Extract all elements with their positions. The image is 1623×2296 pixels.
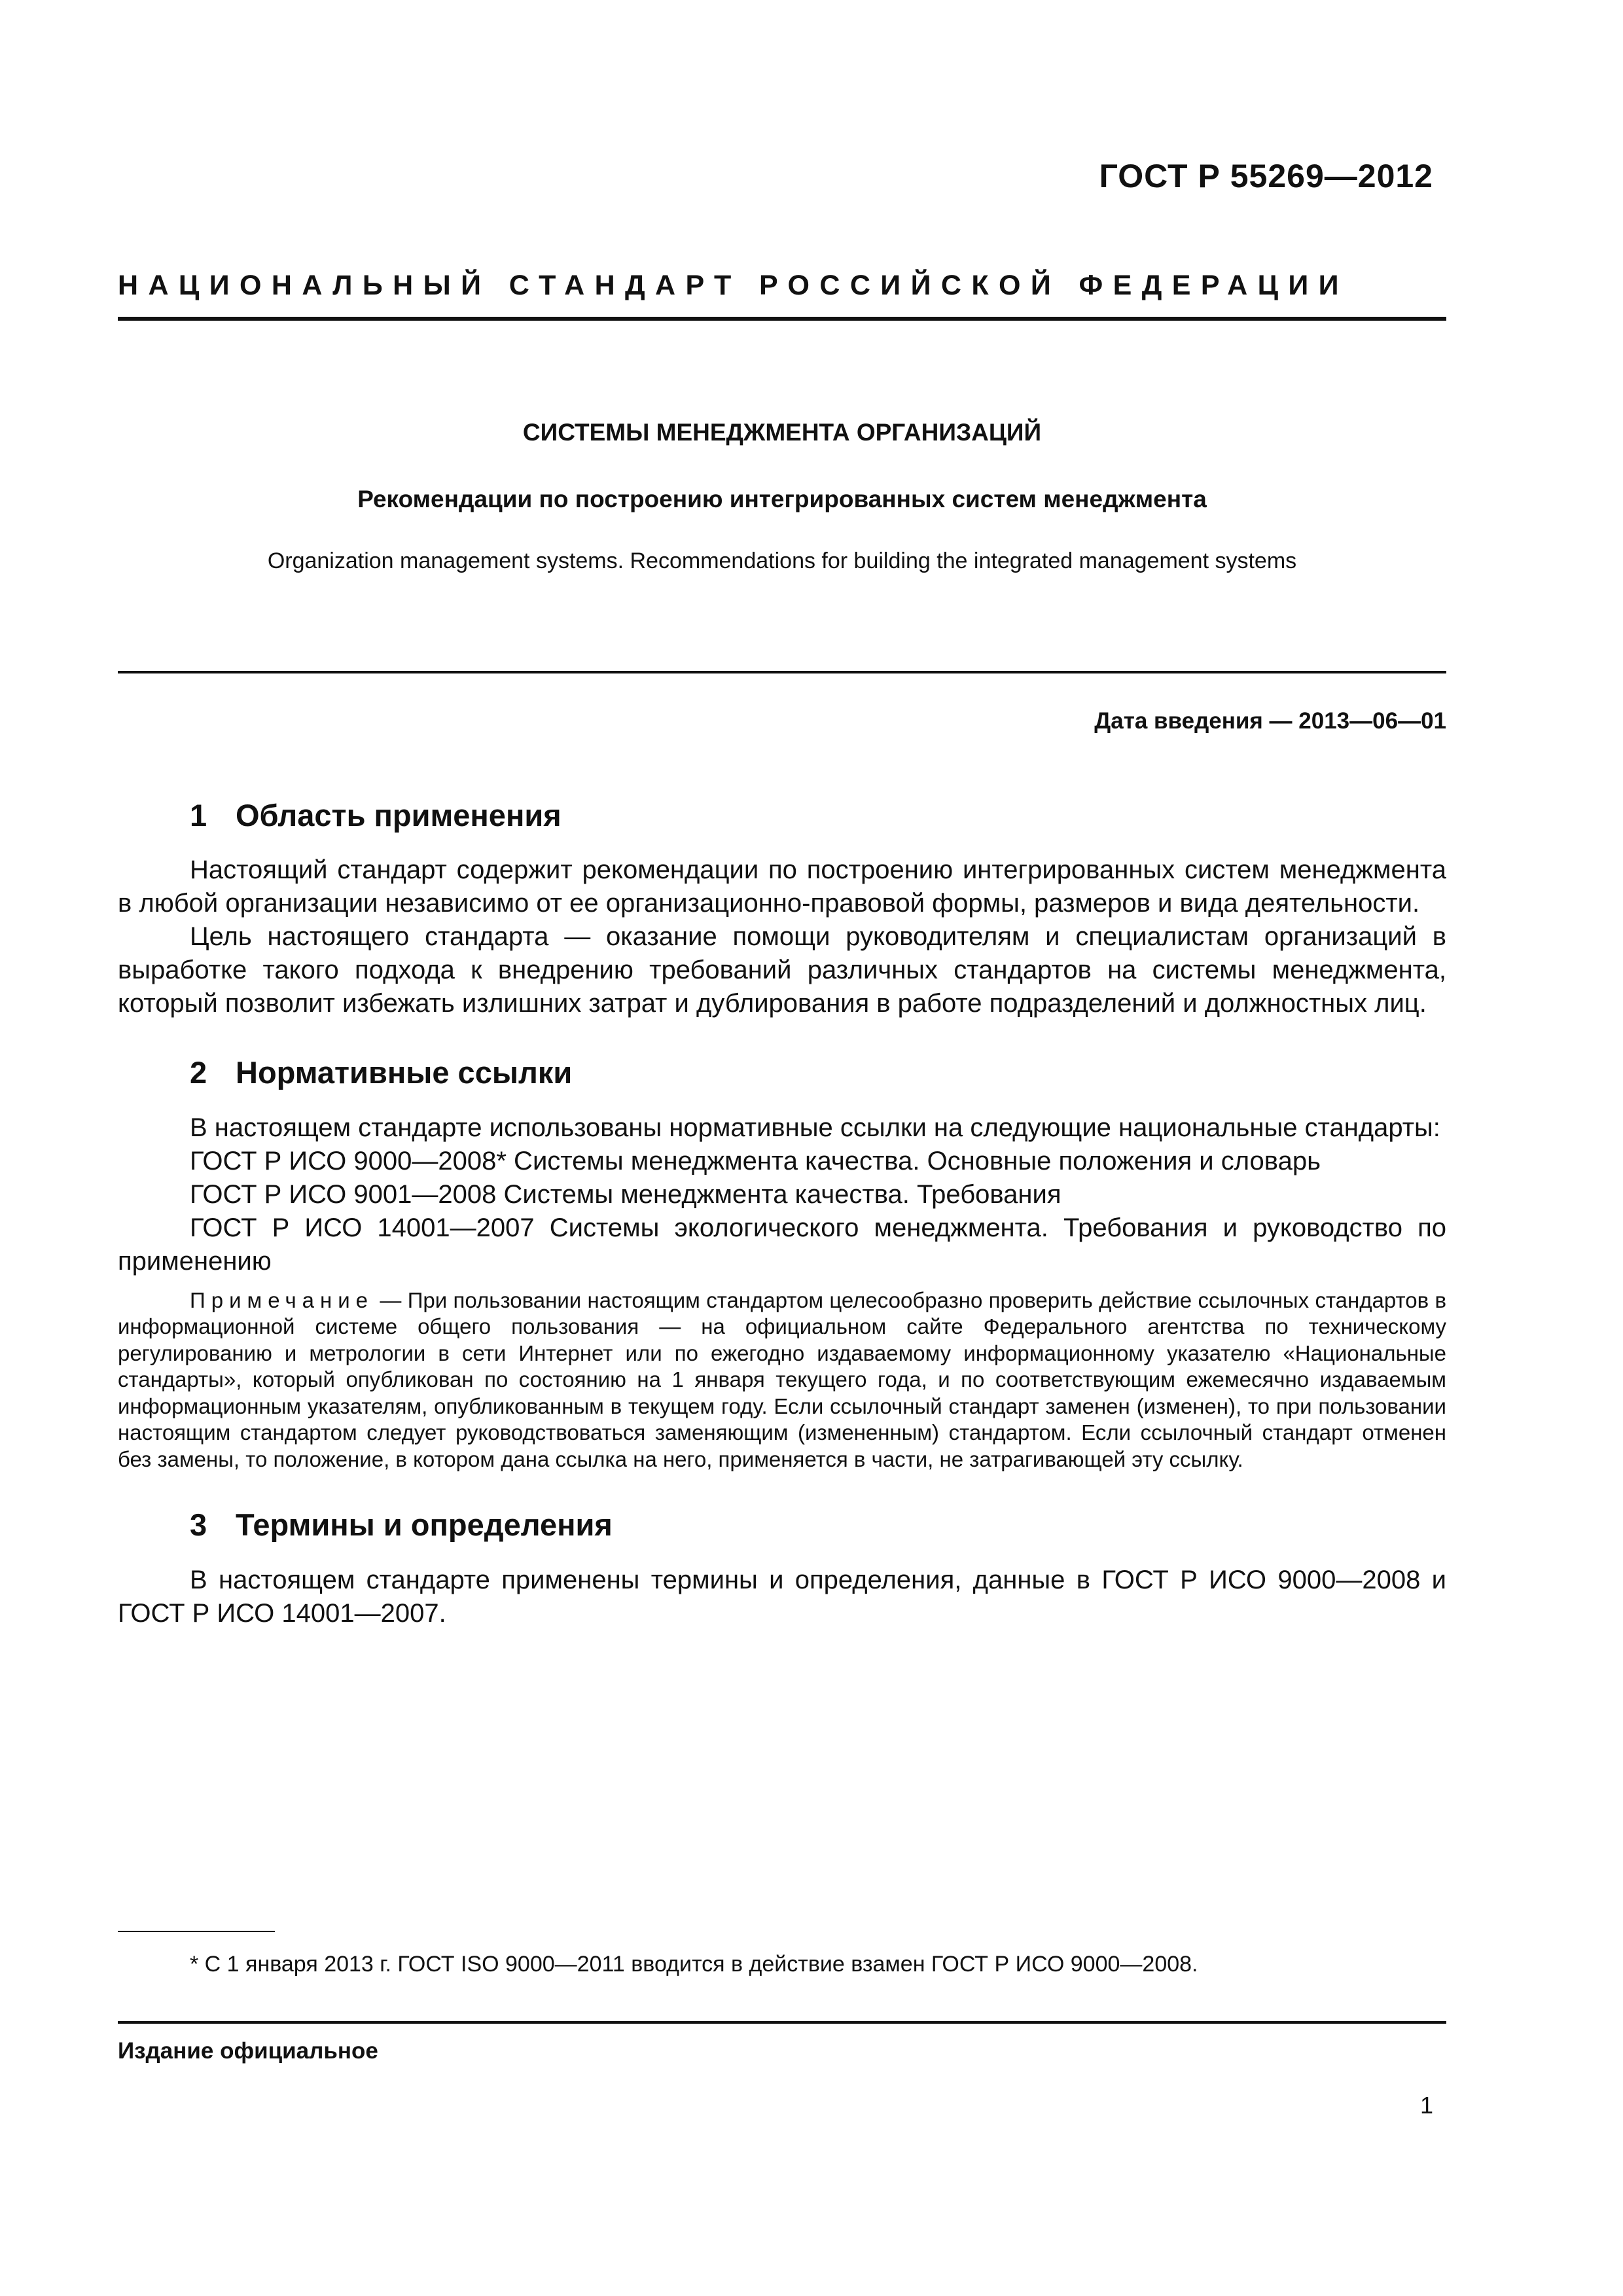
- national-standard-banner: НАЦИОНАЛЬНЫЙ СТАНДАРТ РОССИЙСКОЙ ФЕДЕРАЦИИ: [118, 270, 1349, 301]
- introduction-date: Дата введения — 2013—06—01: [1094, 708, 1446, 734]
- section-title: Термины и определения: [236, 1507, 613, 1543]
- section-number: 2: [190, 1055, 207, 1090]
- section-title: Область применения: [236, 798, 562, 833]
- section-heading-terms: [118, 1507, 1446, 1543]
- section-title: Нормативные ссылки: [236, 1055, 573, 1090]
- paragraph: Цель настоящего стандарта — оказание помощи руководителям и специалистам организаций в выработке такого подхода к внедрению требований различных стандартов на системы менеджмента, который позволит избежать излишних затрат и дублирования в работе подразделений и должностных лиц.: [118, 922, 1446, 1018]
- section-number: 1: [190, 798, 207, 833]
- document-subtitle: Рекомендации по построению интегрированных систем менеджмента: [357, 486, 1207, 512]
- section-heading-normative-references: [118, 1054, 1446, 1091]
- paragraph: Настоящий стандарт содержит рекомендации по построению интегрированных систем менеджмента в любой организации независимо от ее организационно-правовой формы, размеров и вида деятельности.: [118, 855, 1446, 918]
- reference-item: ГОСТ Р ИСО 9001—2008 Системы менеджмента качества. Требования: [190, 1179, 1061, 1209]
- reference-item: ГОСТ Р ИСО 14001—2007 Системы экологического менеджмента. Требования и руководство по применению: [118, 1213, 1446, 1276]
- paragraph: В настоящем стандарте применены термины и определения, данные в ГОСТ Р ИСО 9000—2008 и ГОСТ Р ИСО 14001—2007.: [118, 1565, 1446, 1628]
- document-body: [118, 797, 1446, 1630]
- document-title-english: Organization management systems. Recommendations for building the integrated management systems: [267, 548, 1297, 573]
- note-label: Примечание: [190, 1287, 374, 1312]
- page-number: 1: [1419, 2092, 1433, 2119]
- title-divider: [118, 671, 1446, 673]
- footer-divider: [118, 2021, 1446, 2024]
- header-divider: [118, 317, 1446, 321]
- paragraph: В настоящем стандарте использованы нормативные ссылки на следующие национальные стандарты:: [190, 1113, 1440, 1142]
- footnote-divider: [118, 1931, 275, 1932]
- document-title: СИСТЕМЫ МЕНЕДЖМЕНТА ОРГАНИЗАЦИЙ: [522, 419, 1042, 446]
- section-heading-scope: [118, 797, 1446, 834]
- note-text: — При пользовании настоящим стандартом целесообразно проверить действие ссылочных стандартов в информационной системе общего пользования — на официальном сайте Федерального агентства по техническому регулированию и метрологии в сети Интернет или по ежегодно издаваемому информационному указателю «Национальные стандарты», который опубликован по состоянию на 1 января текущего года, и по соответствующим ежемесячно издаваемым информационным указателям, опубликованным в текущем году. Если ссылочный стандарт заменен (изменен), то при пользовании настоящим стандартом следует руководствоваться заменяющим (измененным) стандартом. Если ссылочный стандарт отменен без замены, то положение, в котором дана ссылка на него, применяется в части, не затрагивающей эту ссылку.: [118, 1287, 1446, 1471]
- standard-number: ГОСТ Р 55269—2012: [1099, 158, 1433, 194]
- note-block: [118, 1287, 1446, 1473]
- reference-item: ГОСТ Р ИСО 9000—2008* Системы менеджмента качества. Основные положения и словарь: [190, 1146, 1321, 1175]
- section-number: 3: [190, 1507, 207, 1543]
- edition-label: Издание официальное: [118, 2038, 378, 2064]
- footnote: * С 1 января 2013 г. ГОСТ ISO 9000—2011 вводится в действие взамен ГОСТ Р ИСО 9000—2008.: [190, 1952, 1198, 1977]
